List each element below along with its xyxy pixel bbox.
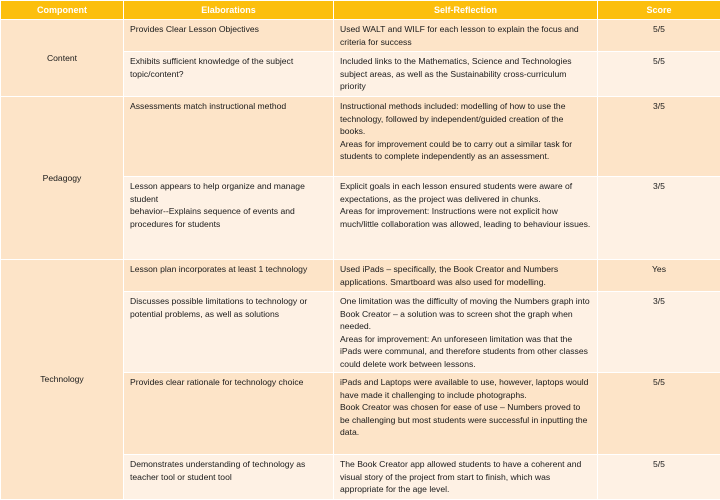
table-row — [1, 20, 720, 52]
reflection-cell: Used WALT and WILF for each lesson to explain the focus and criteria for success — [334, 20, 598, 52]
reflection-cell: One limitation was the difficulty of moving the Numbers graph into Book Creator – a solution was to screen shot the graph when needed. Areas for improvement: An unforeseen limitation was that the iPads were communal, and therefore students from other classes could delete work between lessons. — [334, 292, 598, 373]
component-technology: Technology — [1, 260, 124, 500]
header-row — [1, 1, 720, 20]
elaboration-cell: Demonstrates understanding of technology as teacher tool or student tool — [124, 455, 334, 500]
reflection-cell: The Book Creator app allowed students to have a coherent and visual story of the project from start to finish, which was appropriate for the age level. — [334, 455, 598, 500]
elaboration-cell: Provides Clear Lesson Objectives — [124, 20, 334, 52]
reflection-cell: Instructional methods included: modelling of how to use the technology, followed by independent/guided creation of the books. Areas for improvement could be to carry out a similar task for students to complete independently as an assessment. — [334, 97, 598, 177]
header-component: Component — [1, 1, 124, 20]
elaboration-cell: Discusses possible limitations to technology or potential problems, as well as solutions — [124, 292, 334, 373]
elaboration-cell: Lesson appears to help organize and manage student behavior--Explains sequence of events and procedures for students — [124, 177, 334, 260]
reflection-cell: Explicit goals in each lesson ensured students were aware of expectations, as the project was delivered in chunks. Areas for improvement: Instructions were not explicit how much/little collaboration was allowed, leading to behaviour issues. — [334, 177, 598, 260]
header-score: Score — [598, 1, 720, 20]
table-row — [1, 260, 720, 292]
elaboration-cell: Assessments match instructional method — [124, 97, 334, 177]
reflection-cell: iPads and Laptops were available to use, however, laptops would have made it challenging to include photographs. Book Creator was chosen for ease of use – Numbers proved to be challenging but most students were successful in inputting the data. — [334, 373, 598, 455]
elaboration-cell: Exhibits sufficient knowledge of the subject topic/content? — [124, 52, 334, 97]
elaboration-cell: Provides clear rationale for technology choice — [124, 373, 334, 455]
score-cell: 3/5 — [598, 177, 720, 260]
score-cell: 3/5 — [598, 292, 720, 373]
score-cell: 5/5 — [598, 20, 720, 52]
component-content: Content — [1, 20, 124, 97]
score-cell: 5/5 — [598, 455, 720, 500]
header-elaborations: Elaborations — [124, 1, 334, 20]
reflection-cell: Included links to the Mathematics, Science and Technologies subject areas, as well as the Sustainability cross-curriculum priority — [334, 52, 598, 97]
score-cell: Yes — [598, 260, 720, 292]
score-cell: 5/5 — [598, 52, 720, 97]
score-cell: 5/5 — [598, 373, 720, 455]
reflection-cell: Used iPads – specifically, the Book Creator and Numbers applications. Smartboard was also used for modelling. — [334, 260, 598, 292]
score-cell: 3/5 — [598, 97, 720, 177]
elaboration-cell: Lesson plan incorporates at least 1 technology — [124, 260, 334, 292]
header-self-reflection: Self-Reflection — [334, 1, 598, 20]
table-row — [1, 97, 720, 177]
component-pedagogy: Pedagogy — [1, 97, 124, 260]
